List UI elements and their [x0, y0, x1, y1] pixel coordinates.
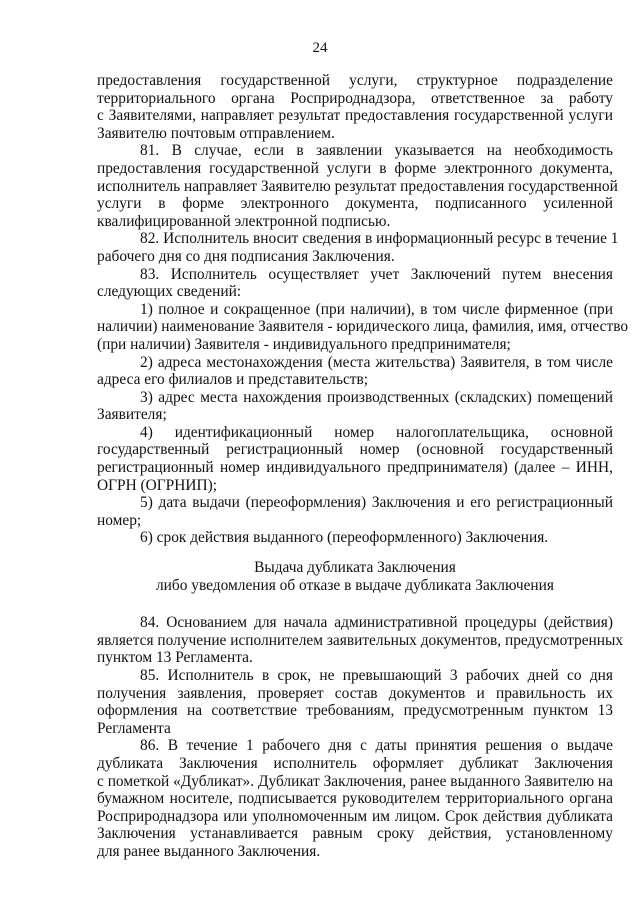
list-item-3: 3) адрес места нахождения производственных (складских) помещений	[140, 388, 613, 406]
section-heading-line-1: Выдача дубликата Заключения	[254, 559, 456, 577]
text-line: оформления на соответствие требованиям, предусмотренным пунктом 13	[97, 702, 613, 720]
text-line: пунктом 13 Регламента.	[97, 649, 253, 667]
text-line: предоставления государственной услуги в форме электронного документа,	[97, 159, 613, 177]
text-line: рабочего дня со дня подписания Заключения.	[97, 247, 395, 265]
paragraph-83-first-line: 83. Исполнитель осуществляет учет Заключений путем внесения	[140, 265, 613, 283]
text-line: Регламента	[97, 719, 171, 737]
text-line: Росприроднадзора или уполномоченным им лицом. Срок действия дубликата	[97, 807, 613, 825]
text-line: Заключения устанавливается равным сроку действия, установленному	[97, 825, 613, 843]
section-heading-line-2: либо уведомления об отказе в выдаче дубликата Заключения	[156, 576, 554, 594]
text-line: предоставления государственной услуги, структурное подразделение	[97, 72, 613, 89]
paragraph-81-first-line: 81. В случае, если в заявлении указывается на необходимость	[140, 142, 613, 160]
text-line: территориального органа Росприроднадзора, ответственное за работу	[97, 89, 613, 107]
list-item-2: 2) адреса местонахождения (места жительства) Заявителя, в том числе	[140, 353, 613, 371]
text-line: получения заявления, проверяет состав документов и правильность их	[97, 684, 613, 702]
text-line: дубликата Заключения исполнитель оформляет дубликат Заключения	[97, 754, 613, 772]
text-line: государственный регистрационный номер (основной государственный	[97, 441, 613, 459]
text-line: исполнитель направляет Заявителю результат предоставления государственной	[97, 177, 618, 195]
text-line: номер;	[97, 511, 142, 529]
text-line: ОГРН (ОГРНИП);	[97, 476, 217, 494]
text-line: регистрационный номер индивидуального предпринимателя) (далее – ИНН,	[97, 459, 613, 477]
text-line: услуги в форме электронного документа, подписанного усиленной	[97, 195, 613, 213]
text-line: с Заявителями, направляет результат предоставления государственной услуги	[97, 107, 613, 125]
page-number: 24	[312, 40, 328, 56]
text-line: (при наличии) Заявителя - индивидуального предпринимателя;	[97, 335, 511, 353]
text-line: адреса его филиалов и представительств;	[97, 371, 369, 389]
text-line: следующих сведений:	[97, 283, 242, 301]
text-line: квалифицированной электронной подписью.	[97, 212, 391, 230]
text-line: является получение исполнителем заявительных документов, предусмотренных	[97, 631, 624, 649]
text-line: с пометкой «Дубликат». Дубликат Заключения, ранее выданного Заявителю на	[97, 772, 613, 790]
text-line: Заявителю почтовым отправлением.	[97, 124, 335, 142]
list-item-6: 6) срок действия выданного (переоформленного) Заключения.	[140, 529, 549, 547]
text-line: наличии) наименование Заявителя - юридического лица, фамилия, имя, отчество	[97, 318, 629, 336]
paragraph-82-first-line: 82. Исполнитель вносит сведения в информационный ресурс в течение 1	[140, 230, 619, 248]
paragraph-85-first-line: 85. Исполнитель в срок, не превышающий 3 рабочих дней со дня	[140, 667, 613, 684]
text-line: для ранее выданного Заключения.	[97, 842, 321, 860]
document-body	[97, 72, 629, 861]
paragraph-84-first-line: 84. Основанием для начала административной процедуры (действия)	[140, 614, 613, 632]
list-item-4: 4) идентификационный номер налогоплательщика, основной	[140, 423, 613, 441]
paragraph-86-first-line: 86. В течение 1 рабочего дня с даты принятия решения о выдаче	[140, 737, 613, 755]
list-item-5: 5) дата выдачи (переоформления) Заключения и его регистрационный	[140, 494, 613, 512]
text-line: Заявителя;	[97, 406, 167, 424]
text-line: бумажном носителе, подписывается руководителем территориального органа	[97, 790, 613, 808]
list-item-1: 1) полное и сокращенное (при наличии), в том числе фирменное (при	[140, 300, 613, 318]
